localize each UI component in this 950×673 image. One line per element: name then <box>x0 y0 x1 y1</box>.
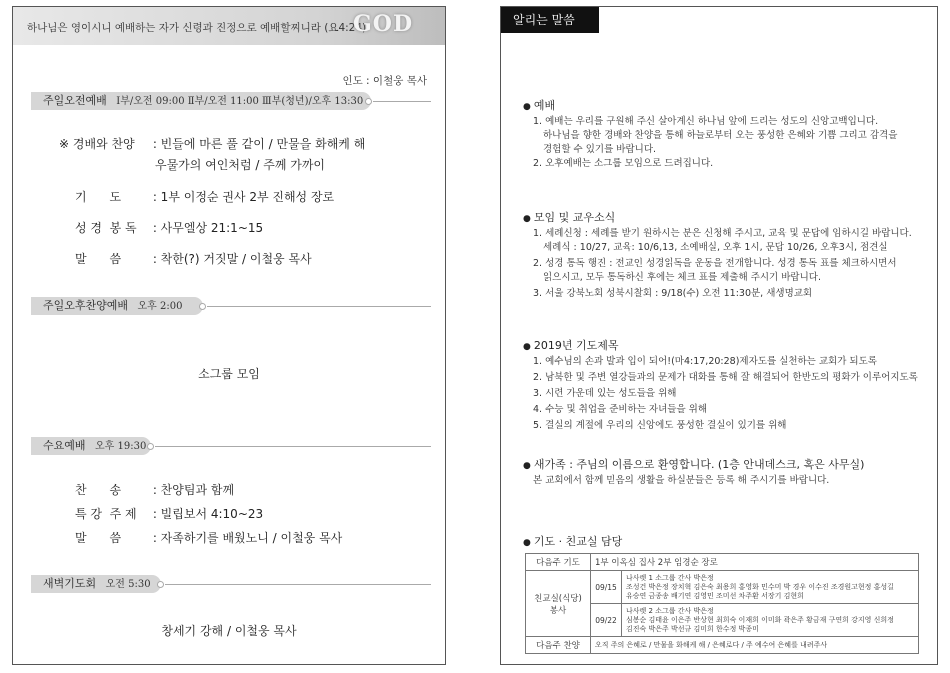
table-cell <box>622 604 919 637</box>
wednesday-service-title: 수요예배 <box>43 439 86 452</box>
lecture-label: 특 강 주 제 <box>75 507 137 521</box>
header-dot <box>365 98 372 105</box>
header-dot <box>199 303 206 310</box>
meetings-heading <box>523 209 615 225</box>
meetings-heading-text: 모임 및 교우소식 <box>533 211 616 224</box>
reading-row <box>75 219 263 236</box>
prayer-topic: 1. 예수님의 손과 발과 입이 되어!(마4:17,20:28)제자도를 실천하는 교회가 되도록 <box>533 356 877 367</box>
dawn-content: 창세기 강해 / 이철웅 목사 <box>161 624 297 638</box>
dawn-service-time: 오전 5:30 <box>105 579 151 590</box>
announcements-panel <box>500 6 938 665</box>
prayer-topics-heading-text: 2019년 기도제목 <box>533 339 619 352</box>
hymn-row <box>59 135 365 152</box>
morning-service-times: Ⅰ부/오전 09:00 Ⅱ부/오전 11:00 Ⅲ부(청년)/오후 13:30 <box>116 96 364 107</box>
lecture-row <box>75 505 263 522</box>
god-logo: GOD <box>353 11 414 37</box>
hymn-value: : 빈들에 마른 풀 같이 / 만물을 화해케 해 <box>152 137 366 151</box>
table-row <box>526 637 919 654</box>
table-cell <box>526 571 591 637</box>
announcements-title: 알리는 말씀 <box>501 7 599 33</box>
afternoon-service-title: 주일오후찬양예배 <box>43 299 129 312</box>
reading-value: : 사무엘상 21:1~15 <box>152 221 264 235</box>
reading-label: 성 경 봉 독 <box>75 221 137 235</box>
bullet-icon: ● <box>523 342 531 352</box>
meetings-item: 3. 서울 강북노회 성북시찰회 : 9/18(수) 오전 11:30분, 새생명교회 <box>533 288 813 299</box>
dawn-service-title: 새벽기도회 <box>43 577 97 590</box>
praise-row <box>75 481 234 498</box>
duty-line: 조성건 박은정 장치혁 김은숙 최용희 홍영화 민수미 박 경우 이수진 조경원고현정 홍성길 <box>626 582 894 591</box>
wed-sermon-row <box>75 529 342 546</box>
duty-heading-text: 기도 · 친교실 담당 <box>533 535 623 548</box>
worship-heading <box>523 97 555 113</box>
sermon-row <box>75 250 312 267</box>
duty-line: 유승연 금종송 배기연 김영민 조미선 차주환 서장기 김현희 <box>626 591 804 600</box>
prayer-topic: 5. 결실의 계절에 우리의 신앙에도 풍성한 결실이 있기를 위해 <box>533 420 787 431</box>
morning-service-header <box>31 92 371 110</box>
header-rule <box>207 306 431 307</box>
duty-line: 심봉순 김태윤 이은주 반상현 최희숙 이재희 이미화 곽은주 황금재 구연희 강지영 신희정 <box>626 615 894 624</box>
newcomers-line: 본 교회에서 함께 믿음의 생활을 하실분들은 등록 해 주시기를 바랍니다. <box>533 475 830 486</box>
worship-item: 하나님을 향한 경배와 찬양을 통해 하늘로부터 오는 풍성한 은혜와 기쁨 그리고 감격을 <box>543 130 898 141</box>
prayer-value: : 1부 이정순 권사 2부 진해성 장로 <box>152 190 335 204</box>
table-cell: 다음주 기도 <box>526 554 591 571</box>
sermon-label: 말 씀 <box>75 252 122 266</box>
bullet-icon: ● <box>523 538 531 548</box>
table-cell: 09/22 <box>591 604 622 637</box>
meetings-item: 1. 세례신청 : 세례를 받기 원하시는 분은 신청해 주시고, 교육 및 문답에 임하시길 바랍니다. <box>533 228 912 239</box>
fellowship-label-2: 봉사 <box>549 605 567 616</box>
table-cell: 1부 이옥심 집사 2부 임경순 장로 <box>591 554 919 571</box>
newcomers-heading-text: 새가족 : 주님의 이름으로 환영합니다. (1층 안내데스크, 혹은 사무실) <box>533 458 865 471</box>
dawn-service-header <box>31 575 161 593</box>
duty-heading <box>523 533 622 549</box>
header-rule <box>155 446 431 447</box>
worship-heading-text: 예배 <box>533 99 556 112</box>
prayer-label: 기 도 <box>75 190 122 204</box>
afternoon-content: 소그룹 모임 <box>198 367 260 381</box>
newcomers-heading <box>523 456 864 472</box>
table-cell <box>622 571 919 604</box>
header-dot <box>147 443 154 450</box>
bullet-icon: ● <box>523 102 531 112</box>
wed-sermon-label: 말 씀 <box>75 531 122 545</box>
leader-text: 인도 : 이철웅 목사 <box>342 75 427 87</box>
table-cell: 다음주 찬양 <box>526 637 591 654</box>
header-rule <box>165 584 431 585</box>
fellowship-label: 친교실(식당) <box>534 593 582 604</box>
lecture-value: : 빌립보서 4:10~23 <box>152 507 264 521</box>
praise-label: 찬 송 <box>75 483 122 497</box>
wednesday-service-time: 오후 19:30 <box>95 441 147 452</box>
header-dot <box>157 581 164 588</box>
header-rule <box>373 101 431 102</box>
duty-line: 나사렛 1 소그룹 간사 박은정 <box>626 573 714 582</box>
worship-item: 경험할 수 있기를 바랍니다. <box>543 144 657 155</box>
morning-service-title: 주일오전예배 <box>43 94 107 107</box>
table-row <box>526 554 919 571</box>
praise-value: : 찬양팀과 함께 <box>152 483 235 497</box>
prayer-row <box>75 188 334 205</box>
bullet-icon: ● <box>523 461 531 471</box>
prayer-topic: 4. 수능 및 취업을 준비하는 자녀들을 위해 <box>533 404 708 415</box>
bullet-icon: ● <box>523 214 531 224</box>
hymn-row-2: 우물가의 여인처럼 / 주께 가까이 <box>155 158 325 172</box>
table-cell: 오직 주의 은혜로 / 만물을 화해케 해 / 은혜로다 / 주 예수여 은혜를 내려주사 <box>591 637 919 654</box>
prayer-topic: 2. 남북한 및 주변 열강들과의 문제가 대화를 통해 잘 해결되어 한반도의 평화가 이루어지도록 <box>533 372 918 383</box>
meetings-item: 세례식 : 10/27, 교육: 10/6,13, 소예배실, 오후 1시, 문답 10/26, 오후3시, 점견실 <box>543 242 888 253</box>
table-cell: 09/15 <box>591 571 622 604</box>
worship-order-panel <box>12 6 446 665</box>
wed-sermon-value: : 자족하기를 배웠노니 / 이철웅 목사 <box>152 531 343 545</box>
prayer-topics-heading <box>523 337 618 353</box>
worship-item: 2. 오후예배는 소그룹 모임으로 드려집니다. <box>533 158 714 169</box>
duty-line: 나사렛 2 소그룹 간사 박은정 <box>626 606 714 615</box>
duty-table <box>525 553 919 654</box>
meetings-item: 읽으시고, 모두 통독하신 후에는 체크 표를 제출해 주시기 바랍니다. <box>543 272 821 283</box>
afternoon-service-time: 오후 2:00 <box>137 301 183 312</box>
duty-line: 김진숙 박은주 박선규 김미희 한수정 박종미 <box>626 624 759 633</box>
meetings-item: 2. 성경 통독 행진 : 전교인 성경읽독을 운동을 전개합니다. 성경 통독 표를 체크하시면서 <box>533 258 897 269</box>
banner-verse: 하나님은 영이시니 예배하는 자가 신령과 진정으로 예배할찌니라 (요4:24) <box>27 22 367 34</box>
afternoon-service-header <box>31 297 203 315</box>
sermon-value: : 착한(?) 거짓말 / 이철웅 목사 <box>152 252 312 266</box>
worship-item: 1. 예배는 우리를 구원해 주신 살아계신 하나님 앞에 드리는 성도의 신앙고백입니다. <box>533 116 879 127</box>
wednesday-service-header <box>31 437 151 455</box>
table-row <box>526 571 919 604</box>
prayer-topic: 3. 시련 가운데 있는 성도들을 위해 <box>533 388 677 399</box>
header-banner <box>13 7 445 45</box>
hymn-label: ※ 경배와 찬양 <box>59 137 135 151</box>
